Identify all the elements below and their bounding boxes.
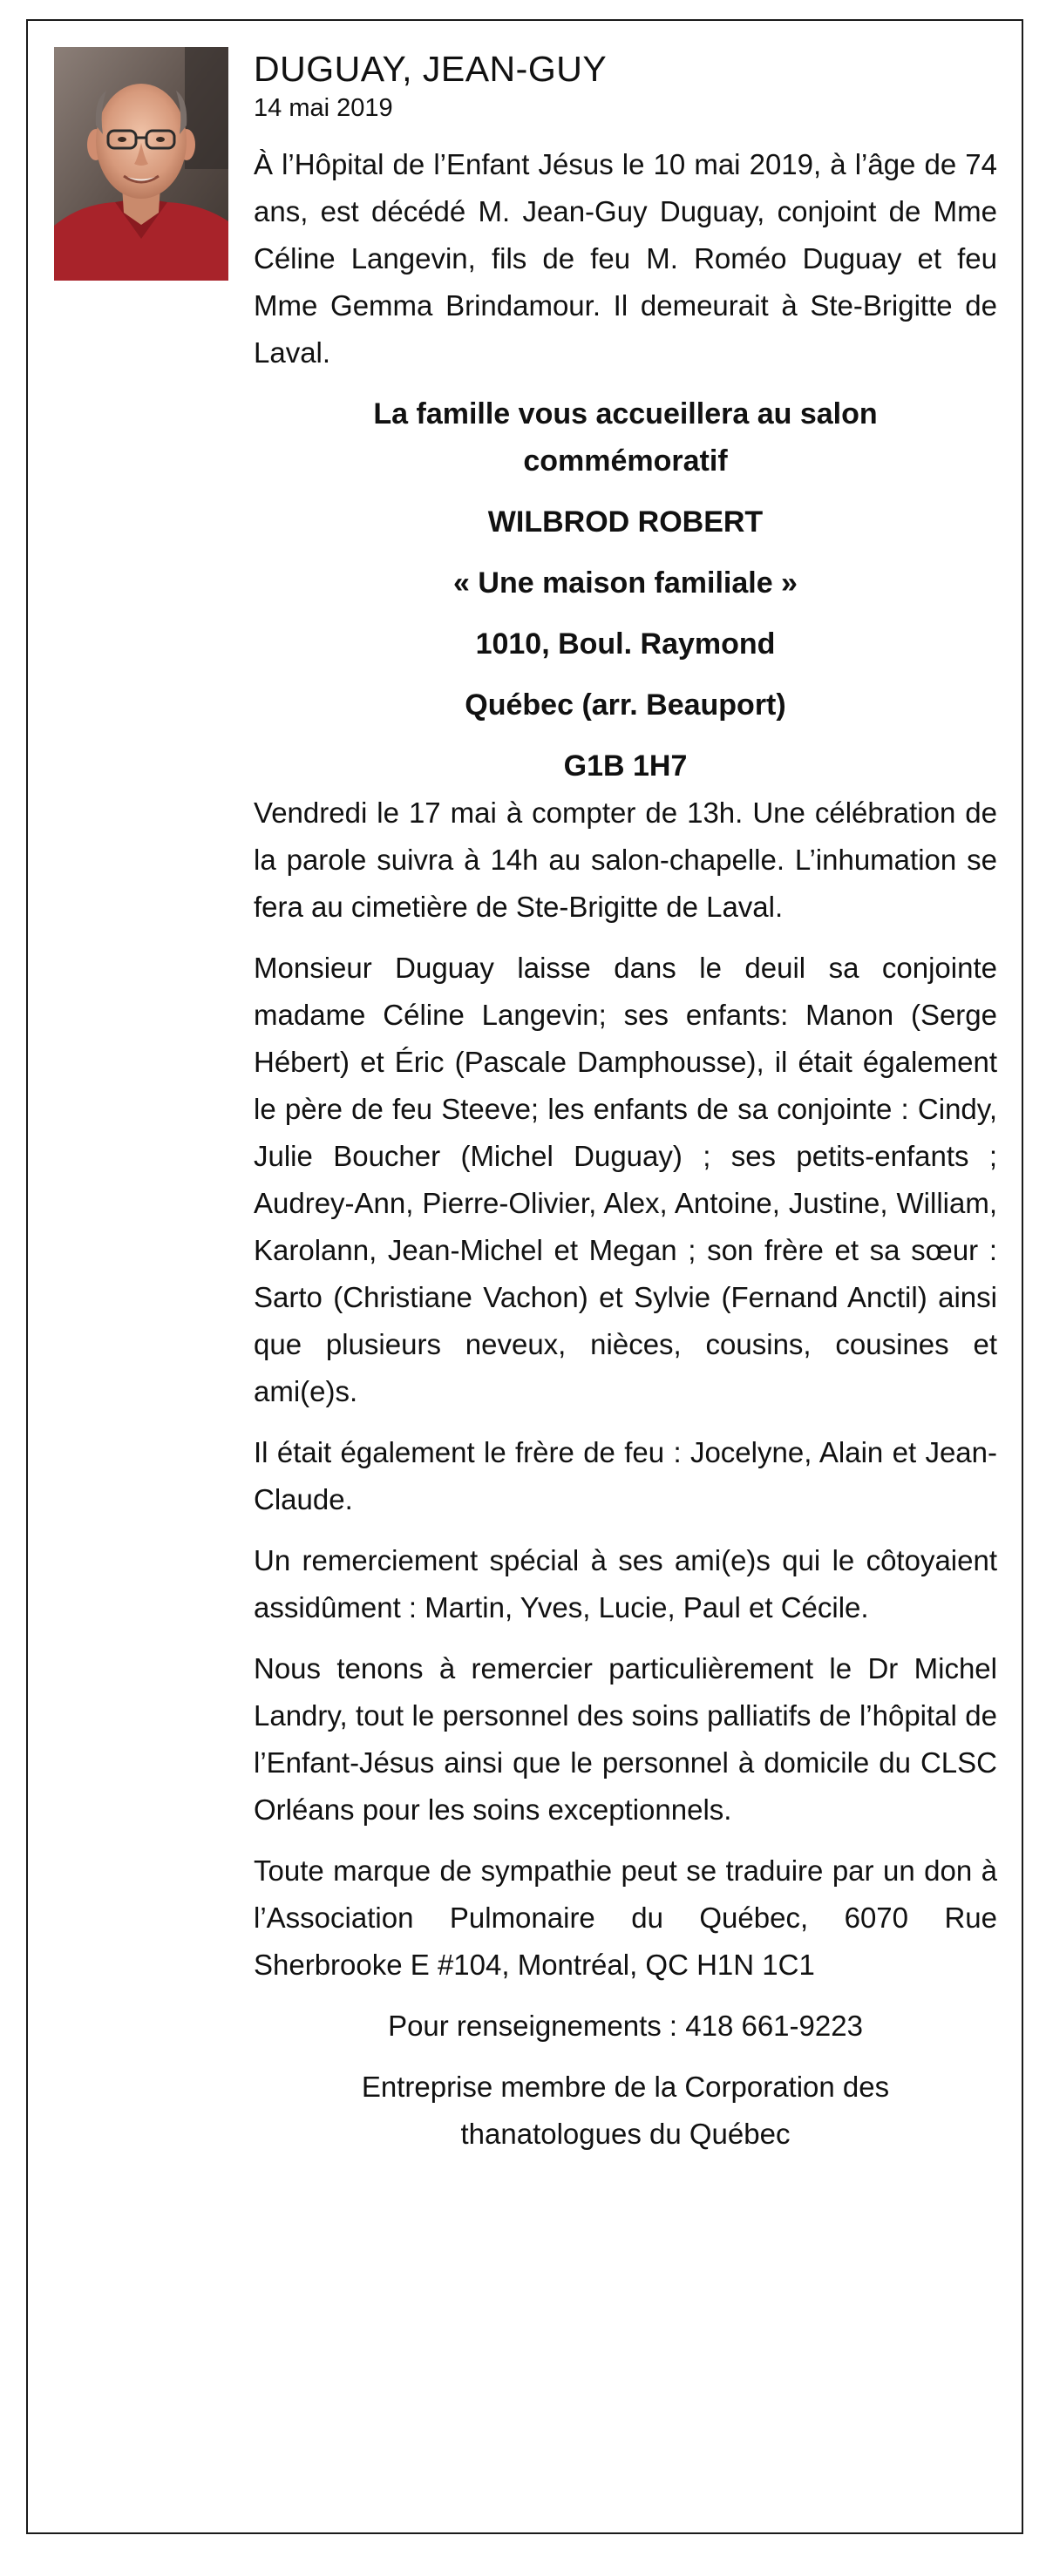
membership-line2: thanatologues du Québec xyxy=(460,2118,791,2150)
salon-slogan: « Une maison familiale » xyxy=(453,566,798,600)
portrait-photo-icon xyxy=(54,47,228,281)
siblings-paragraph: Il était également le frère de feu : Jocelyne, Alain et Jean-Claude. xyxy=(254,1436,997,1515)
donation-paragraph: Toute marque de sympathie peut se traduire par un don à l’Association Pulmonaire du Québec, 6070 Rue Sherbrooke E #104, Montréal, QC H1N 1C1 xyxy=(254,1854,997,1981)
membership-note xyxy=(254,2064,997,2158)
deceased-name: DUGUAY, JEAN-GUY xyxy=(254,49,608,89)
membership-line1: Entreprise membre de la Corporation des xyxy=(361,2071,890,2103)
family-paragraph: Monsieur Duguay laisse dans le deuil sa conjointe madame Céline Langevin; ses enfants: Manon (Serge Hébert) et Éric (Pascale Damphousse), il était également le père de feu Steeve; les enfants de sa conjointe : Cindy, Julie Boucher (Michel Duguay) ; ses petits-enfants ; Audrey-Ann, Pierre-Olivier, Alex, Antoine, Justine, William, Karolann, Jean-Michel et Megan ; son frère et sa sœur : Sarto (Christiane Vachon) et Sylvie (Fernand Anctil) ainsi que plusieurs neveux, nièces, cousins, cousines et ami(e)s. xyxy=(254,952,997,1407)
salon-welcome-line2: commémoratif xyxy=(523,444,728,478)
schedule-paragraph: Vendredi le 17 mai à compter de 13h. Une célébration de la parole suivra à 14h au salon-chapelle. L’inhumation se fera au cimetière de Ste-Brigitte de Laval. xyxy=(254,797,997,923)
salon-city: Québec (arr. Beauport) xyxy=(465,688,786,722)
contact-info: Pour renseignements : 418 661-9223 xyxy=(388,2010,863,2042)
salon-info xyxy=(254,390,997,790)
intro-paragraph: À l’Hôpital de l’Enfant Jésus le 10 mai 2019, à l’âge de 74 ans, est décédé M. Jean-Guy Duguay, conjoint de Mme Céline Langevin, fils de feu M. Roméo Duguay et feu Mme Gemma Brindamour. Il demeurait à Ste-Brigitte de Laval. xyxy=(254,148,997,369)
obituary-content xyxy=(254,45,997,2172)
salon-address: 1010, Boul. Raymond xyxy=(475,627,776,661)
portrait-photo xyxy=(54,47,228,281)
salon-postal: G1B 1H7 xyxy=(563,749,688,783)
publication-date: 14 mai 2019 xyxy=(254,94,393,122)
thanks-paragraph: Nous tenons à remercier particulièrement le Dr Michel Landry, tout le personnel des soins palliatifs de l’hôpital de l’Enfant-Jésus ainsi que le personnel à domicile du CLSC Orléans pour les soins exceptionnels. xyxy=(254,1652,997,1826)
salon-welcome xyxy=(254,390,997,485)
friends-paragraph: Un remerciement spécial à ses ami(e)s qui le côtoyaient assidûment : Martin, Yves, Lucie, Paul et Cécile. xyxy=(254,1544,997,1624)
salon-company: WILBROD ROBERT xyxy=(487,505,764,539)
salon-welcome-line1: La famille vous accueillera au salon xyxy=(373,397,878,430)
